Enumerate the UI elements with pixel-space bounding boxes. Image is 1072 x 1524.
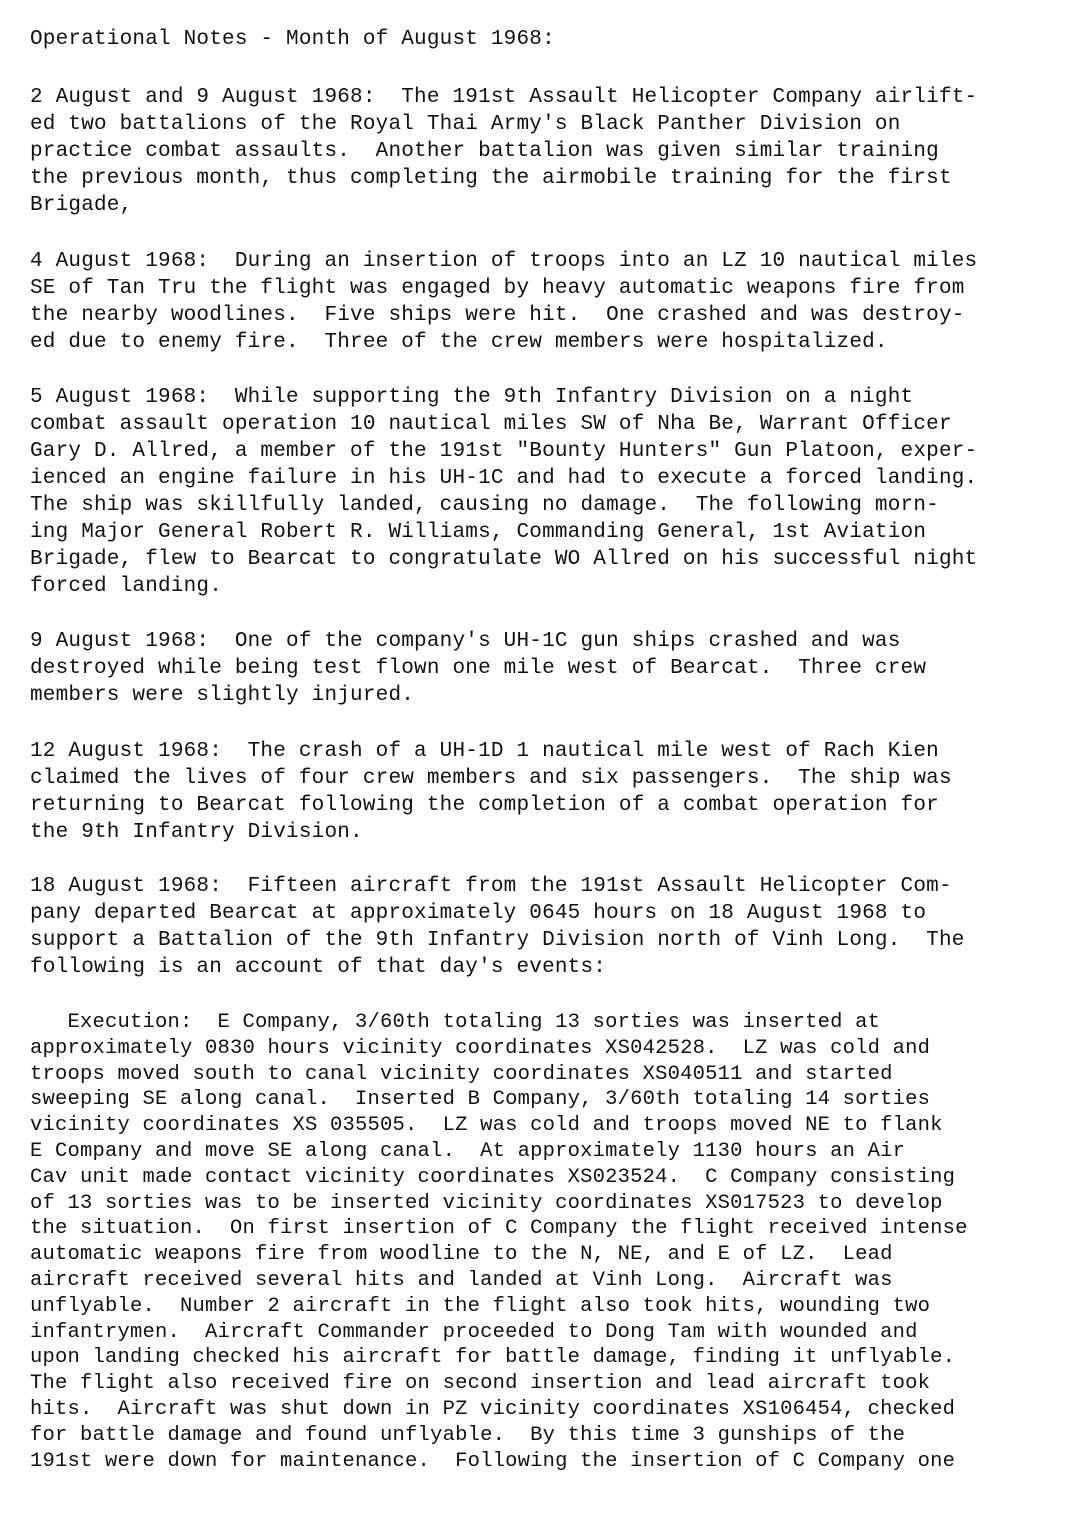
text-line: vicinity coordinates XS 035505. LZ was cold and troops moved NE to flank bbox=[30, 1114, 943, 1138]
paragraph-9-august bbox=[30, 628, 1060, 709]
text-line: members were slightly injured. bbox=[30, 684, 415, 707]
text-line: upon landing checked his aircraft for battle damage, finding it unflyable. bbox=[30, 1346, 956, 1370]
text-line: 2 August and 9 August 1968: The 191st Assault Helicopter Company airlift- bbox=[30, 86, 978, 109]
text-line: 12 August 1968: The crash of a UH-1D 1 nautical mile west of Rach Kien bbox=[30, 740, 939, 763]
text-line: the situation. On first insertion of C Company the flight received intense bbox=[30, 1217, 968, 1241]
paragraph-5-august bbox=[30, 384, 1060, 600]
paragraph-12-august bbox=[30, 738, 1060, 846]
text-line: returning to Bearcat following the completion of a combat operation for bbox=[30, 794, 939, 817]
text-line: ed two battalions of the Royal Thai Army's Black Panther Division on bbox=[30, 113, 901, 136]
text-line: automatic weapons fire from woodline to the N, NE, and E of LZ. Lead bbox=[30, 1243, 893, 1267]
text-line: Gary D. Allred, a member of the 191st "Bounty Hunters" Gun Platoon, exper- bbox=[30, 440, 978, 463]
text-line: pany departed Bearcat at approximately 0645 hours on 18 August 1968 to bbox=[30, 902, 927, 925]
text-line: of 13 sorties was to be inserted vicinity coordinates XS017523 to develop bbox=[30, 1191, 943, 1215]
text-line: 191st were down for maintenance. Following the insertion of C Company one bbox=[30, 1449, 956, 1473]
paragraph-2-august bbox=[30, 84, 1060, 219]
text-line: destroyed while being test flown one mile west of Bearcat. Three crew bbox=[30, 657, 927, 680]
text-line: the nearby woodlines. Five ships were hit. One crashed and was destroy- bbox=[30, 304, 965, 327]
text-line: 18 August 1968: Fifteen aircraft from the 191st Assault Helicopter Com- bbox=[30, 875, 952, 898]
text-line: approximately 0830 hours vicinity coordinates XS042528. LZ was cold and bbox=[30, 1036, 931, 1060]
text-line: unflyable. Number 2 aircraft in the flight also took hits, wounding two bbox=[30, 1294, 931, 1318]
text-line: 5 August 1968: While supporting the 9th Infantry Division on a night bbox=[30, 386, 914, 409]
text-line: Cav unit made contact vicinity coordinates XS023524. C Company consisting bbox=[30, 1165, 956, 1189]
text-line: 4 August 1968: During an insertion of troops into an LZ 10 nautical miles bbox=[30, 250, 978, 273]
paragraph-4-august bbox=[30, 248, 1060, 356]
text-line: The ship was skillfully landed, causing no damage. The following morn- bbox=[30, 494, 939, 517]
text-line: for battle damage and found unflyable. By this time 3 gunships of the bbox=[30, 1423, 906, 1447]
text-line: combat assault operation 10 nautical miles SW of Nha Be, Warrant Officer bbox=[30, 413, 952, 436]
paragraph-18-august bbox=[30, 873, 1060, 981]
text-line: sweeping SE along canal. Inserted B Company, 3/60th totaling 14 sorties bbox=[30, 1088, 931, 1112]
text-line: E Company and move SE along canal. At approximately 1130 hours an Air bbox=[30, 1139, 906, 1163]
text-line: ed due to enemy fire. Three of the crew members were hospitalized. bbox=[30, 331, 888, 354]
text-line: The flight also received fire on second insertion and lead aircraft took bbox=[30, 1372, 931, 1396]
document-heading bbox=[30, 26, 1060, 53]
text-line: support a Battalion of the 9th Infantry Division north of Vinh Long. The bbox=[30, 929, 965, 952]
heading-line: Operational Notes - Month of August 1968: bbox=[30, 28, 555, 51]
text-line: hits. Aircraft was shut down in PZ vicinity coordinates XS106454, checked bbox=[30, 1397, 956, 1421]
text-line: infantrymen. Aircraft Commander proceeded to Dong Tam with wounded and bbox=[30, 1320, 918, 1344]
text-line: the 9th Infantry Division. bbox=[30, 821, 363, 844]
paragraph-execution bbox=[30, 1010, 1060, 1474]
text-line: Brigade, bbox=[30, 194, 133, 217]
text-line: aircraft received several hits and landed at Vinh Long. Aircraft was bbox=[30, 1268, 893, 1292]
text-line: practice combat assaults. Another battalion was given similar training bbox=[30, 140, 939, 163]
text-line: ienced an engine failure in his UH-1C and had to execute a forced landing. bbox=[30, 467, 978, 490]
text-line: Brigade, flew to Bearcat to congratulate WO Allred on his successful night bbox=[30, 548, 978, 571]
text-line: the previous month, thus completing the airmobile training for the first bbox=[30, 167, 952, 190]
text-line: 9 August 1968: One of the company's UH-1C gun ships crashed and was bbox=[30, 630, 901, 653]
text-line: following is an account of that day's events: bbox=[30, 956, 607, 979]
text-line: claimed the lives of four crew members and six passengers. The ship was bbox=[30, 767, 952, 790]
text-line: forced landing. bbox=[30, 575, 223, 598]
text-line: Execution: E Company, 3/60th totaling 13 sorties was inserted at bbox=[30, 1011, 881, 1034]
text-line: ing Major General Robert R. Williams, Commanding General, 1st Aviation bbox=[30, 521, 927, 544]
text-line: SE of Tan Tru the flight was engaged by heavy automatic weapons fire from bbox=[30, 277, 965, 300]
text-line: troops moved south to canal vicinity coordinates XS040511 and started bbox=[30, 1062, 893, 1086]
